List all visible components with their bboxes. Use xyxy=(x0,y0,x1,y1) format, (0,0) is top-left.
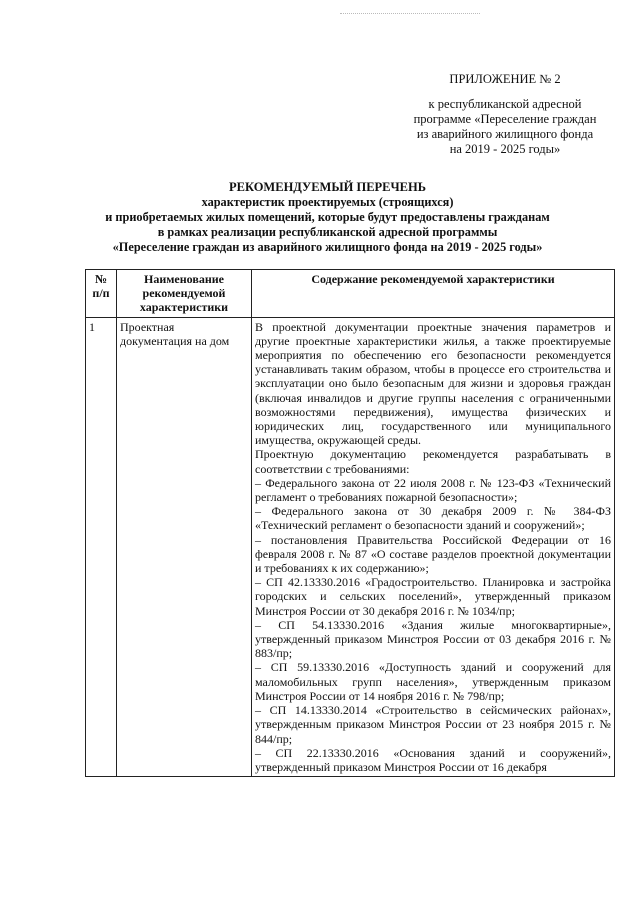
heading-line: в рамках реализации республиканской адресной программы xyxy=(157,225,498,239)
heading-line: и приобретаемых жилых помещений, которые будут предоставлены гражданам xyxy=(105,210,550,224)
header-name: Наименование рекомендуемой характеристики xyxy=(117,270,252,318)
requirement-item: – Федерального закона от 30 декабря 2009 г. № 384-ФЗ «Технический регламент о безопасности зданий и сооружений»; xyxy=(255,504,611,533)
appendix-line: из аварийного жилищного фонда xyxy=(416,127,594,141)
appendix-line: к республиканской адресной xyxy=(428,97,582,111)
requirement-item: – СП 42.13330.2016 «Градостроительство. Планировка и застройка городских и сельских поселений», утвержденный приказом Минстроя России от 30 декабря 2016 г. № 1034/пр; xyxy=(255,575,611,618)
appendix-number: ПРИЛОЖЕНИЕ № 2 xyxy=(449,72,561,86)
appendix-line: на 2019 - 2025 годы» xyxy=(449,142,561,156)
document-heading xyxy=(40,180,615,255)
requirement-item: – постановления Правительства Российской Федерации от 16 февраля 2008 г. № 87 «О составе разделов проектной документации и требованиях к их содержанию»; xyxy=(255,532,611,576)
appendix-line: программе «Переселение граждан xyxy=(413,112,597,126)
requirement-item: – СП 22.13330.2016 «Основания зданий и сооружений», утвержденный приказом Минстроя России от 16 декабря xyxy=(255,745,611,774)
content-intro: В проектной документации проектные значения параметров и другие проектные характеристики жилья, а также проектируемые мероприятия по обеспечению его безопасности рекомендуется устанавливать таким образом, чтобы в процессе его строительства и эксплуатации оно было безопасным для жизни и здоровья граждан (включая инвалидов и другие группы населения с ограниченными возможностями передвижения), имущества физических и юридических лиц, государственного или муниципального имущества, окружающей среды. xyxy=(255,319,611,448)
requirement-item: – СП 54.13330.2016 «Здания жилые многоквартирные», утвержденный приказом Минстроя России от 03 декабря 2016 г. № 883/пр; xyxy=(255,617,611,661)
row-num: 1 xyxy=(86,317,117,777)
table-row xyxy=(86,317,615,777)
document-title: РЕКОМЕНДУЕМЫЙ ПЕРЕЧЕНЬ xyxy=(228,180,427,194)
table-header-row xyxy=(86,270,615,318)
heading-line: «Переселение граждан из аварийного жилищного фонда на 2019 - 2025 годы» xyxy=(112,240,543,254)
scan-artifact xyxy=(340,13,480,15)
requirement-item: – Федерального закона от 22 июля 2008 г. № 123-ФЗ «Технический регламент о требованиях пожарной безопасности»; xyxy=(255,475,611,505)
appendix-block xyxy=(395,72,615,157)
header-content: Содержание рекомендуемой характеристики xyxy=(252,270,615,318)
content-lead: Проектную документацию рекомендуется разрабатывать в соответствии с требованиями: xyxy=(255,447,611,476)
requirement-item: – СП 14.13330.2014 «Строительство в сейсмических районах», утвержденным приказом Минстроя России от 23 ноября 2015 г. № 844/пр; xyxy=(255,703,611,746)
row-name: Проектная документация на дом xyxy=(117,317,252,777)
header-num: № п/п xyxy=(86,270,117,318)
row-content xyxy=(252,317,615,777)
requirement-item: – СП 59.13330.2016 «Доступность зданий и сооружений для маломобильных групп населения», утвержденным приказом Минстроя России от 14 ноября 2016 г. № 798/пр; xyxy=(255,660,611,703)
heading-line: характеристик проектируемых (строящихся) xyxy=(201,195,454,209)
characteristics-table xyxy=(85,269,615,777)
